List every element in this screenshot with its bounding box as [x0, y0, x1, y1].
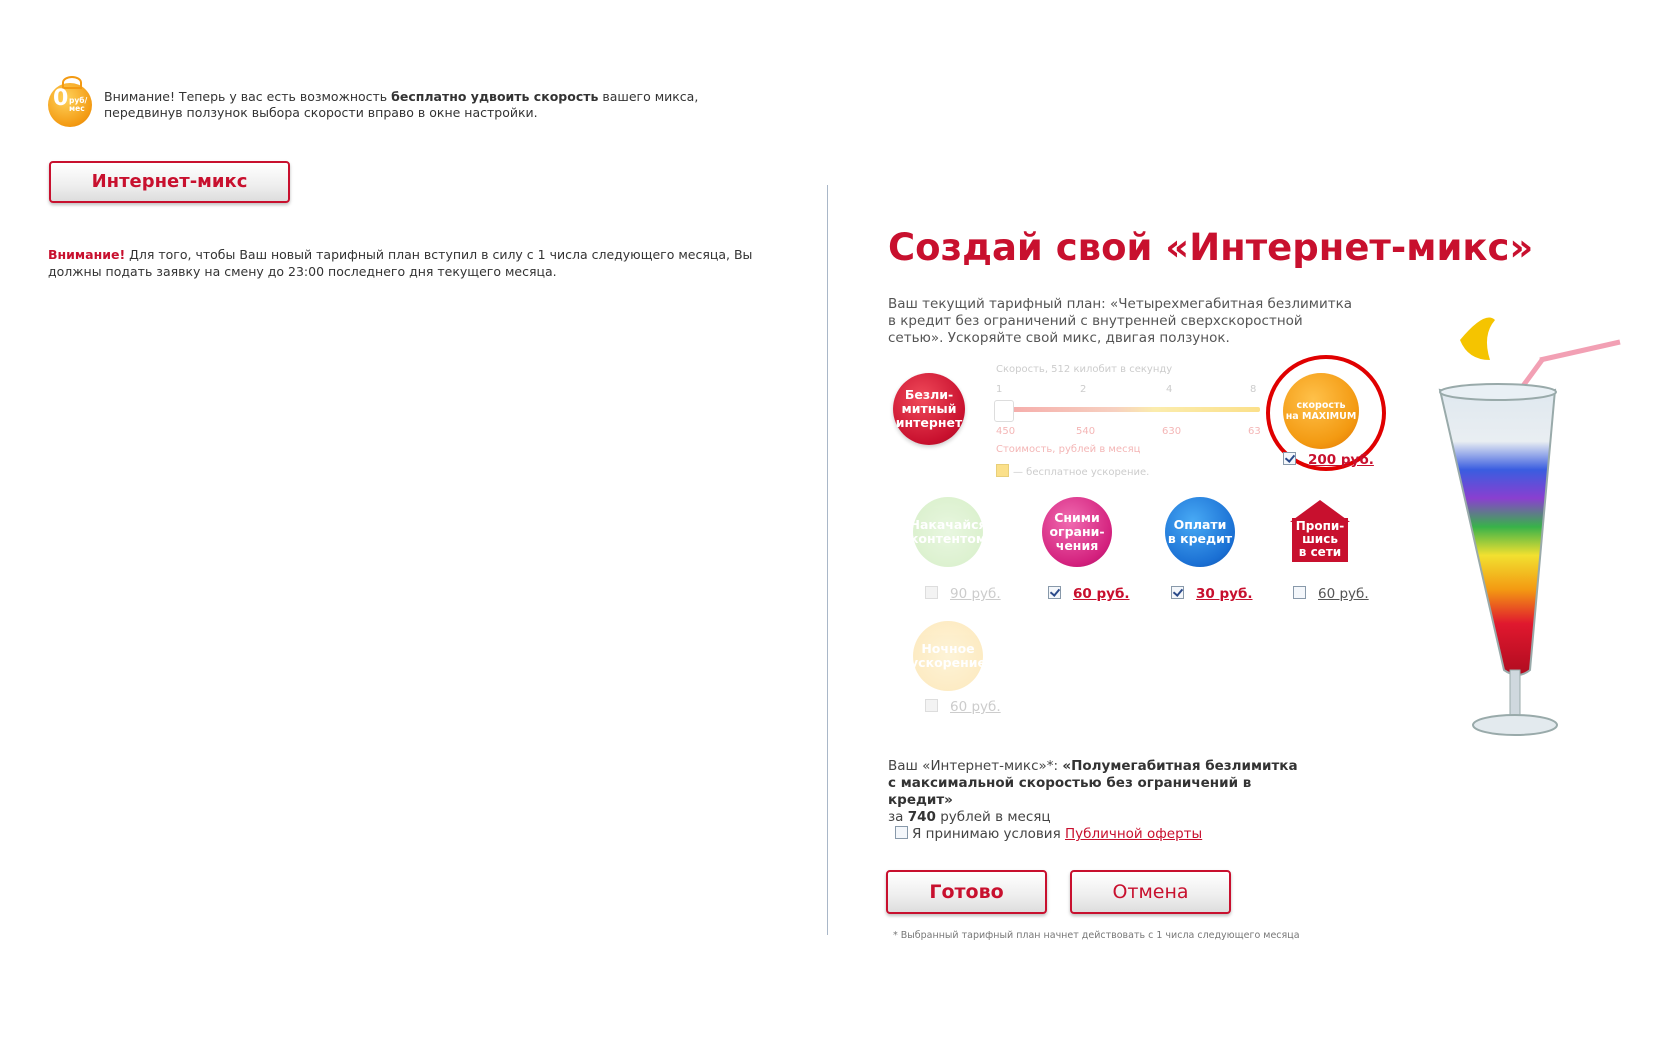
accept-terms-checkbox[interactable]: [895, 826, 908, 839]
night-boost-badge: Ночное ускорение: [913, 621, 983, 691]
warning-text: Для того, чтобы Ваш новый тарифный план вступил в силу с 1 числа следующего месяца, Вы должны подать заявку на смену до 23:00 последнего дня текущего месяца.: [48, 247, 753, 279]
max-speed-option[interactable]: [1283, 452, 1374, 468]
unlimited-internet-badge: Безли- митный интернет: [893, 373, 965, 445]
warning-label: Внимание!: [48, 247, 126, 262]
max-speed-checkbox[interactable]: [1283, 452, 1296, 465]
speed-caption: Скорость, 512 килобит в секунду: [996, 364, 1173, 375]
summary-plan-name: «Полумегабитная безлимитка с максимальной скоростью без ограничений в кредит»: [888, 758, 1298, 808]
footnote: * Выбранный тарифный план начнет действовать с 1 числа следующего месяца: [893, 930, 1300, 941]
price-tick: 540: [1076, 426, 1096, 437]
night-boost-option: [925, 699, 1001, 715]
limits-checkbox[interactable]: [1048, 586, 1061, 599]
speed-tick: 1: [996, 384, 1003, 395]
register-option[interactable]: [1293, 586, 1369, 602]
free-boost-legend: — бесплатное ускорение.: [996, 464, 1149, 478]
speed-notice: [48, 83, 768, 127]
speed-tick: 4: [1166, 384, 1173, 395]
max-speed-price[interactable]: 200 руб.: [1308, 452, 1374, 468]
cancel-button[interactable]: Отмена: [1070, 870, 1231, 914]
limits-badge[interactable]: Сними ограни- чения: [1042, 497, 1112, 567]
register-checkbox[interactable]: [1293, 586, 1306, 599]
free-coin-icon: 0 руб/мес: [48, 83, 92, 127]
price-tick: 63: [1248, 426, 1261, 437]
night-boost-checkbox: [925, 699, 938, 712]
current-plan-text: Ваш текущий тарифный план: «Четырехмегабитная безлимитка в кредит без ограничений с внутренней сверхскоростной сетью». Ускоряйте свой микс, двигая ползунок.: [888, 296, 1353, 346]
slider-handle[interactable]: [994, 400, 1014, 422]
content-checkbox: [925, 586, 938, 599]
ready-button[interactable]: Готово: [886, 870, 1047, 914]
accept-terms[interactable]: [895, 826, 1202, 842]
limits-option[interactable]: [1048, 586, 1130, 602]
cocktail-glass-icon: [1420, 300, 1630, 780]
night-boost-price: 60 руб.: [950, 699, 1001, 715]
cost-caption: Стоимость, рублей в месяц: [996, 444, 1141, 455]
max-speed-badge[interactable]: скорость на MAXIMUM: [1283, 373, 1359, 449]
internet-mix-button[interactable]: Интернет-микс: [49, 161, 290, 203]
speed-tick: 2: [1080, 384, 1087, 395]
slider-track[interactable]: [996, 407, 1260, 412]
speed-notice-text: Внимание! Теперь у вас есть возможность бесплатно удвоить скорость вашего микса, передвинув ползунок выбора скорости вправо в окне настройки.: [104, 89, 699, 120]
mix-summary: Ваш «Интернет-микс»*: «Полумегабитная безлимитка с максимальной скоростью без ограничений в кредит» за 740 рублей в месяц: [888, 758, 1298, 825]
content-badge: Накачайся контентом: [913, 497, 983, 567]
credit-badge[interactable]: Оплати в кредит: [1165, 497, 1235, 567]
price-tick: 630: [1162, 426, 1182, 437]
summary-price: 740: [907, 809, 936, 825]
price-tick: 450: [996, 426, 1016, 437]
deadline-warning: [48, 246, 768, 280]
register-price[interactable]: 60 руб.: [1318, 586, 1369, 602]
content-price: 90 руб.: [950, 586, 1001, 602]
register-badge[interactable]: Пропи- шись в сети: [1290, 500, 1350, 564]
accept-terms-label: Я принимаю условия: [912, 826, 1065, 842]
speed-tick: 8: [1250, 384, 1257, 395]
credit-price[interactable]: 30 руб.: [1196, 586, 1253, 602]
page-title: Создай свой «Интернет-микс»: [888, 226, 1534, 269]
free-boost-swatch-icon: [996, 464, 1009, 477]
speed-slider[interactable]: [996, 364, 1260, 479]
content-option: [925, 586, 1001, 602]
column-divider: [827, 185, 828, 935]
public-offer-link[interactable]: Публичной оферты: [1065, 826, 1203, 842]
credit-option[interactable]: [1171, 586, 1253, 602]
limits-price[interactable]: 60 руб.: [1073, 586, 1130, 602]
credit-checkbox[interactable]: [1171, 586, 1184, 599]
